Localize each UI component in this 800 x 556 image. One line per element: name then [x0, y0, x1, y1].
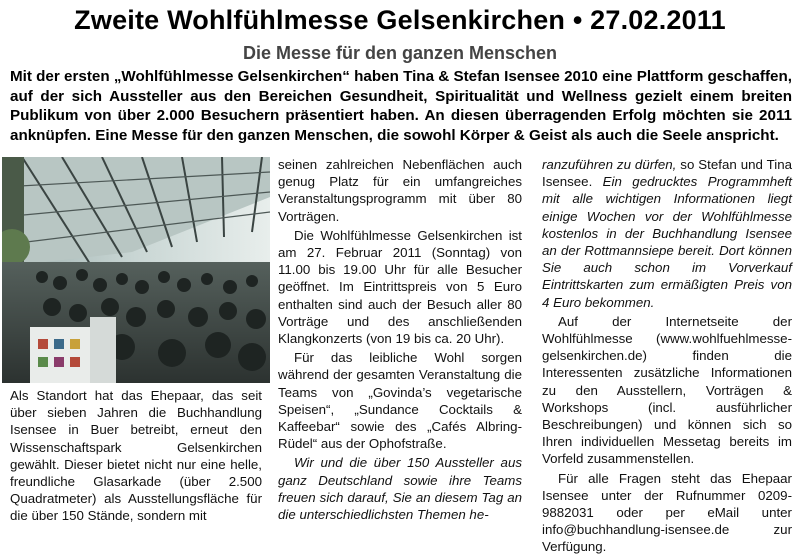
messe-photo — [2, 157, 270, 383]
col3-program-note: Ein gedrucktes Programmheft mit alle wichtigen Informationen liegt einige Wochen vor der Wohlfühlmesse kostenlos in der Buchhandlung Isensee an der Rottmannsiepe bereit. Dort können Sie auch schon im Vorverkauf Eintrittskarten zum ermäßigten Preis von 4 Euro bekommen. — [542, 174, 792, 310]
col3-paragraph-2: Auf der Internetseite der Wohlfühlmesse (www.wohlfuehlmesse-gelsenkirchen.de) finden die Interessenten zusätzliche Informationen zu den Ausstellern, Vorträgen & Workshops (incl. ausführlicher Beschreibungen) und können sich so Ihren individuellen Messetag bereits im Vorfeld zusammenstellen. — [542, 313, 792, 467]
col3-quote-end: ranzuführen zu dürfen, — [542, 157, 677, 172]
article-lead: Mit der ersten „Wohlfühlmesse Gelsenkirchen“ haben Tina & Stefan Isensee 2010 eine Plattform geschaffen, auf der sich Aussteller aus den Bereichen Gesundheit, Spiritualität und Wellness gezielt einem breiten Publikum von über 2.000 Besuchern präsentiert haben. An diesen überragenden Erfolg möchten sie 2011 anknüpfen. Eine Messe für den ganzen Menschen, die sowohl Körper & Geist als auch die Seele anspricht. — [10, 68, 792, 144]
article-subtitle: Die Messe für den ganzen Menschen — [242, 43, 558, 63]
col2-paragraph-4: Wir und die über 150 Aussteller aus ganz Deutschland sowie ihre Teams freuen sich darauf, Sie an diesem Tag an die unterschiedlichsten Themen he- — [278, 455, 522, 523]
article-title: Zweite Wohlfühlmesse Gelsenkirchen • 27.02.2011 — [74, 5, 726, 35]
col3-paragraph-3: Für alle Fragen steht das Ehepaar Isensee unter der Rufnummer 0209-9882031 oder per eMail unter info@buchhandlung-isensee.de zur Verfügung. — [542, 470, 792, 555]
col2-paragraph-1: seinen zahlreichen Nebenflächen auch genug Platz für ein umfangreiches Veranstaltungsprogramm mit über 80 Vorträgen. — [278, 157, 522, 224]
col1-paragraph: Als Standort hat das Ehepaar, das seit über sieben Jahren die Buchhandlung Isensee in Buer betreibt, erneut den Wissenschaftspark Gelsenkirchen gewählt. Dieser bietet nicht nur eine helle, freundliche Glasarkade (über 2.500 Quadratmeter) als Ausstellungsfläche für die über 150 Stände, sondern mit — [10, 388, 262, 524]
col2-paragraph-2: Die Wohlfühlmesse Gelsenkirchen ist am 27. Februar 2011 (Sonntag) von 11.00 bis 19.00 Uhr für alle Besucher geöffnet. Im Eintrittspreis von 5 Euro enthalten sind auch der Besuch aller 80 Vorträge und des anschließenden Klangkonzerts (von 19 bis ca. 20 Uhr). — [278, 227, 522, 347]
glass-arcade-image — [2, 157, 270, 383]
col2-paragraph-3: Für das leibliche Wohl sorgen während der gesamten Veranstaltung die Teams von „Govinda’s vegetarische Speisen“, „Sundance Cocktails & Kaffeebar“ sowie des „Cafés Albring-Rüdel“ aus der Ophofstraße. — [278, 350, 522, 452]
column-1 — [10, 387, 262, 525]
col3-attribution: so Stefan und Tina Isensee. — [542, 157, 792, 190]
column-3 — [542, 156, 792, 556]
column-2 — [278, 156, 522, 523]
col3-paragraph-1 — [542, 156, 792, 311]
